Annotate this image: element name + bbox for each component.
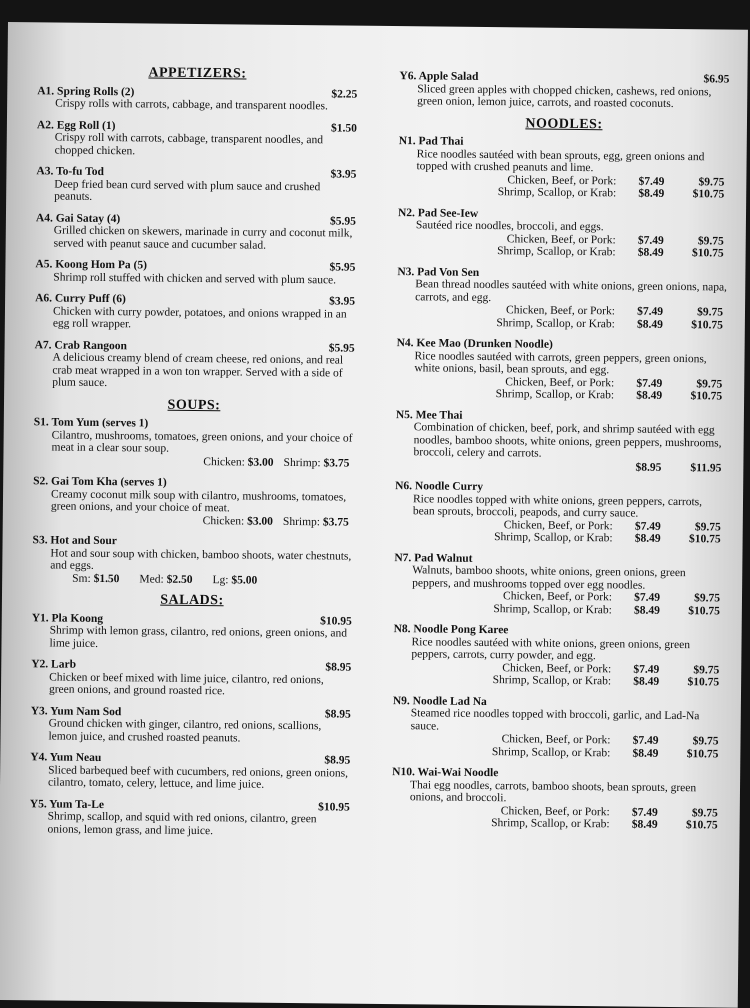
item-description: Crispy roll with carrots, cabbage, transparent noodles, and chopped chicken. — [54, 131, 324, 157]
medium-price: $2.50 — [166, 573, 193, 586]
menu-item — [36, 165, 356, 206]
shrimp-price: $3.75 — [322, 515, 349, 529]
item-description: Bean thread noodles sautéed with white onions, green onions, napa, carrots, and egg. — [415, 278, 728, 304]
dinner-price: $9.75 — [694, 592, 721, 605]
price-label: Shrimp, Scallop, or Krab: — [491, 745, 611, 759]
dinner-price: $9.75 — [693, 663, 720, 676]
item-name: N1. Pad Thai — [398, 135, 464, 148]
price-label: Shrimp, Scallop, or Krab: — [497, 245, 616, 259]
lunch-price: $7.49 — [634, 520, 661, 533]
price-label: Chicken, Beef, or Pork: — [503, 518, 613, 532]
price-label: Chicken, Beef, or Pork: — [500, 804, 610, 818]
item-description: Rice noodles sautéed with white onions, green onions, green peppers, carrots, curry powder, and egg. — [411, 635, 691, 663]
item-description: Cilantro, mushrooms, tomatoes, green onions, and your choice of meat in a clear sour soup. — [51, 428, 353, 455]
menu-item — [31, 612, 351, 653]
soup-prices — [33, 513, 353, 529]
price-label: Chicken, Beef, or Pork: — [506, 304, 616, 318]
dinner-price: $10.75 — [688, 533, 721, 546]
price-label: Chicken: — [203, 455, 245, 469]
lunch-price: $8.49 — [633, 675, 660, 688]
soups-heading: SOUPS: — [167, 397, 221, 413]
price-label: Chicken, Beef, or Pork: — [501, 733, 611, 747]
dinner-price: $9.75 — [697, 234, 724, 248]
lunch-price: $7.49 — [631, 806, 658, 819]
dinner-price: $10.75 — [688, 604, 720, 617]
soup-prices — [33, 454, 353, 470]
dinner-price: $9.75 — [692, 735, 719, 748]
lunch-price: $7.49 — [633, 663, 660, 676]
price-label — [463, 459, 621, 473]
menu-item — [37, 85, 357, 113]
size-label: Lg: — [212, 573, 229, 586]
menu-item — [398, 207, 729, 260]
lunch-price: $8.95 — [635, 461, 662, 474]
menu-item — [397, 266, 728, 332]
item-description: Sliced green apples with chopped chicken, cashews, red onions, green onion, lemon juice, carrots, and roasted coconuts. — [417, 82, 712, 110]
price-label: Shrimp, Scallop, or Krab: — [492, 674, 612, 688]
right-column — [391, 70, 729, 841]
price-row — [392, 745, 722, 761]
dinner-price: $9.75 — [698, 175, 725, 189]
menu-item — [35, 292, 355, 333]
left-column — [29, 62, 357, 847]
item-name: N4. Kee Mao (Drunken Noodle) — [396, 337, 553, 351]
appetizers-heading: APPETIZERS: — [148, 65, 247, 82]
item-description: Deep fried bean curd served with plum sauce and crushed peanuts. — [54, 177, 321, 203]
price-row — [398, 244, 728, 260]
item-description: Shrimp roll stuffed with chicken and served with plum sauce. — [53, 270, 337, 286]
menu-item — [36, 212, 356, 253]
price-label: Shrimp: — [282, 515, 321, 528]
dinner-price: $10.75 — [692, 188, 725, 201]
item-name: N2. Pad See-Iew — [397, 206, 479, 220]
menu-item — [395, 409, 726, 475]
price-row — [397, 316, 727, 332]
item-price: $5.95 — [329, 261, 356, 274]
item-description: Hot and sour soup with chicken, bamboo shoots, water chestnuts, and eggs. — [50, 546, 352, 572]
item-description: Shrimp with lemon grass, cilantro, red onions, green onions, and lime juice. — [49, 624, 348, 650]
price-row — [398, 185, 728, 201]
dinner-price: $9.75 — [694, 520, 721, 533]
dinner-price: $10.75 — [691, 318, 723, 332]
menu-item — [394, 552, 725, 618]
lunch-price: $8.49 — [631, 818, 658, 831]
item-name: Y1. Pla Koong — [31, 611, 104, 625]
item-name: N5. Mee Thai — [395, 408, 463, 422]
menu-item — [35, 258, 355, 286]
price-label: Chicken, Beef, or Pork: — [505, 375, 615, 389]
item-description: Shrimp, scallop, and squid with red onions, cilantro, green onions, lemon grass, and lime juice. — [47, 810, 317, 837]
item-price: $3.95 — [329, 295, 356, 308]
item-name: Y3. Yum Nam Sod — [30, 704, 122, 718]
item-description: Walnuts, bamboo shoots, white onions, green onions, green peppers, and mushrooms topped over egg noodles. — [412, 564, 686, 592]
menu-item — [31, 658, 351, 699]
item-price: $8.95 — [324, 707, 351, 721]
menu-item — [30, 705, 350, 746]
item-price: $10.95 — [318, 800, 350, 814]
menu-item — [392, 766, 723, 832]
price-label: Chicken, Beef, or Pork: — [502, 661, 612, 675]
price-row — [395, 530, 725, 546]
noodles-heading: NOODLES: — [525, 115, 603, 132]
item-name: A4. Gai Satay (4) — [35, 211, 121, 225]
dinner-price: $9.75 — [696, 377, 723, 390]
lunch-price: $8.49 — [638, 187, 665, 200]
item-description: Ground chicken with ginger, cilantro, red onions, scallions, lemon juice, and crushed roasted peanuts. — [48, 717, 322, 744]
lunch-price: $8.49 — [636, 389, 663, 402]
lunch-price: $8.49 — [637, 246, 664, 259]
lunch-price: $8.49 — [632, 747, 659, 760]
item-name: N10. Wai-Wai Noodle — [392, 766, 499, 780]
dinner-price: $11.95 — [690, 461, 722, 474]
price-row — [396, 387, 726, 403]
item-name: N6. Noodle Curry — [395, 480, 484, 493]
price-label: Shrimp, Scallop, or Krab: — [493, 602, 612, 616]
price-label: Shrimp, Scallop, or Krab: — [497, 186, 617, 200]
chicken-price: $3.00 — [247, 515, 274, 528]
item-price: $3.95 — [330, 168, 357, 181]
price-row — [394, 602, 724, 618]
item-description: Chicken or beef mixed with lime juice, cilantro, red onions, green onions, and ground roasted rice. — [48, 670, 324, 698]
item-price: $2.25 — [331, 87, 358, 101]
menu-item — [399, 70, 729, 111]
dinner-price: $10.75 — [687, 676, 720, 689]
item-price: $5.95 — [329, 214, 356, 228]
price-label: Chicken: — [202, 514, 245, 528]
size-label: Med: — [139, 572, 164, 586]
menu-item — [29, 798, 349, 839]
item-description: Sliced barbequed beef with cucumbers, red onions, green onions, cilantro, tomato, celery, lettuce, and lime juice. — [47, 763, 349, 791]
menu-item — [395, 480, 726, 546]
item-price: $8.95 — [325, 661, 352, 674]
item-name: N3. Pad Von Sen — [397, 265, 480, 279]
dinner-price: $10.75 — [686, 747, 719, 760]
size-label: Sm: — [72, 572, 91, 585]
item-description: Thai egg noodles, carrots, bamboo shoots, bean sprouts, green onions, and broccoli. — [409, 778, 697, 805]
item-name: A5. Koong Hom Pa (5) — [35, 258, 148, 272]
shrimp-price: $3.75 — [323, 456, 350, 470]
lunch-price: $7.49 — [636, 377, 663, 390]
menu-item — [33, 416, 354, 469]
item-name: Y5. Yum Ta-Le — [29, 797, 105, 811]
lunch-price: $8.49 — [634, 532, 661, 545]
dinner-price: $10.75 — [685, 819, 718, 832]
item-price: $8.95 — [324, 754, 351, 767]
dinner-price: $10.75 — [690, 390, 723, 403]
soup-sizes — [32, 572, 352, 588]
lunch-price: $7.49 — [632, 734, 659, 747]
item-name: N8. Noodle Pong Karee — [393, 623, 509, 637]
item-name: A2. Egg Roll (1) — [36, 118, 116, 132]
menu-page — [0, 22, 748, 1008]
dinner-price: $9.75 — [697, 306, 724, 319]
lunch-price: $7.49 — [638, 175, 665, 188]
item-description: Crispy rolls with carrots, cabbage, and transparent noodles. — [55, 97, 328, 113]
item-description: Chicken with curry powder, potatoes, and onions wrapped in an egg roll wrapper. — [52, 304, 347, 331]
small-price: $1.50 — [93, 572, 120, 585]
item-name: Y4. Yum Neau — [30, 751, 102, 765]
price-label: Chicken, Beef, or Pork: — [507, 173, 617, 187]
item-price: $6.95 — [703, 73, 730, 86]
item-name: S1. Tom Yum (serves 1) — [33, 416, 149, 430]
item-name: Y2. Larb — [31, 658, 77, 671]
item-description: A delicious creamy blend of cream cheese, red onions, and real crab meat wrapped in a won ton wrapper. Served with a side of plum sauce. — [52, 351, 344, 390]
dinner-price: $9.75 — [691, 806, 718, 819]
item-name: A1. Spring Rolls (2) — [37, 84, 135, 98]
item-name: N9. Noodle Lad Na — [392, 694, 487, 708]
menu-item — [393, 623, 724, 689]
dinner-price: $10.75 — [691, 247, 724, 260]
item-price: $5.95 — [328, 341, 355, 355]
item-name: S2. Gai Tom Kha (serves 1) — [33, 475, 167, 489]
menu-item — [33, 475, 354, 528]
item-name: Y6. Apple Salad — [399, 70, 479, 83]
lunch-price: $8.49 — [633, 604, 660, 617]
menu-item — [32, 534, 353, 587]
lunch-price: $7.49 — [637, 234, 664, 247]
price-label: Shrimp, Scallop, or Krab: — [495, 388, 615, 402]
menu-item — [37, 119, 357, 160]
item-description: Steamed rice noodles topped with broccoli, garlic, and Lad-Na sauce. — [410, 707, 700, 733]
price-label: Chicken, Beef, or Pork: — [503, 590, 613, 604]
item-description: Rice noodles sautéed with bean sprouts, egg, green onions and topped with crushed peanuts and lime. — [416, 147, 705, 175]
salads-heading: SALADS: — [160, 592, 224, 609]
item-description: Creamy coconut milk soup with cilantro, mushrooms, tomatoes, green onions, and your choice of meat. — [50, 487, 347, 515]
item-name: A6. Curry Puff (6) — [35, 292, 126, 306]
item-price: $10.95 — [320, 614, 352, 628]
item-name: S3. Hot and Sour — [32, 534, 117, 548]
item-name: A7. Crab Rangoon — [34, 338, 128, 352]
price-label: Shrimp, Scallop, or Krab: — [496, 316, 615, 330]
item-price: $1.50 — [330, 121, 357, 135]
price-label: Shrimp: — [283, 456, 321, 469]
large-price: $5.00 — [231, 573, 258, 587]
chicken-price: $3.00 — [247, 456, 274, 469]
price-row — [392, 816, 722, 832]
menu-item — [396, 337, 727, 403]
menu-item — [398, 135, 729, 201]
menu-item — [34, 339, 355, 392]
item-description: Rice noodles topped with white onions, green peppers, carrots, bean sprouts, broccoli, peapods, and curry sauce. — [412, 492, 703, 520]
price-label: Shrimp, Scallop, or Krab: — [491, 817, 610, 831]
item-description: Sautéed rice noodles, broccoli, and eggs. — [415, 219, 604, 234]
lunch-price: $7.49 — [634, 591, 661, 604]
price-row — [393, 673, 723, 689]
item-description: Rice noodles sautéed with carrots, green peppers, green onions, white onions, basil, bean sprouts, and egg. — [414, 349, 707, 377]
price-label: Shrimp, Scallop, or Krab: — [494, 531, 613, 545]
price-label: Chicken, Beef, or Pork: — [506, 232, 616, 246]
item-description: Grilled chicken on skewers, marinade in curry and coconut milk, served with peanut sauce and cucumber salad. — [53, 224, 353, 252]
item-description: Combination of chicken, beef, pork, and shrimp sautéed with egg noodles, bamboo shoots, white onions, green peppers, mushrooms, broccoli, celery and carrots. — [413, 421, 722, 460]
item-name: A3. To-fu Tod — [36, 165, 104, 179]
price-row — [395, 459, 725, 475]
item-name: N7. Pad Walnut — [394, 551, 473, 565]
menu-item — [392, 695, 723, 761]
lunch-price: $7.49 — [637, 305, 664, 318]
lunch-price: $8.49 — [636, 318, 663, 331]
menu-item — [30, 751, 350, 792]
